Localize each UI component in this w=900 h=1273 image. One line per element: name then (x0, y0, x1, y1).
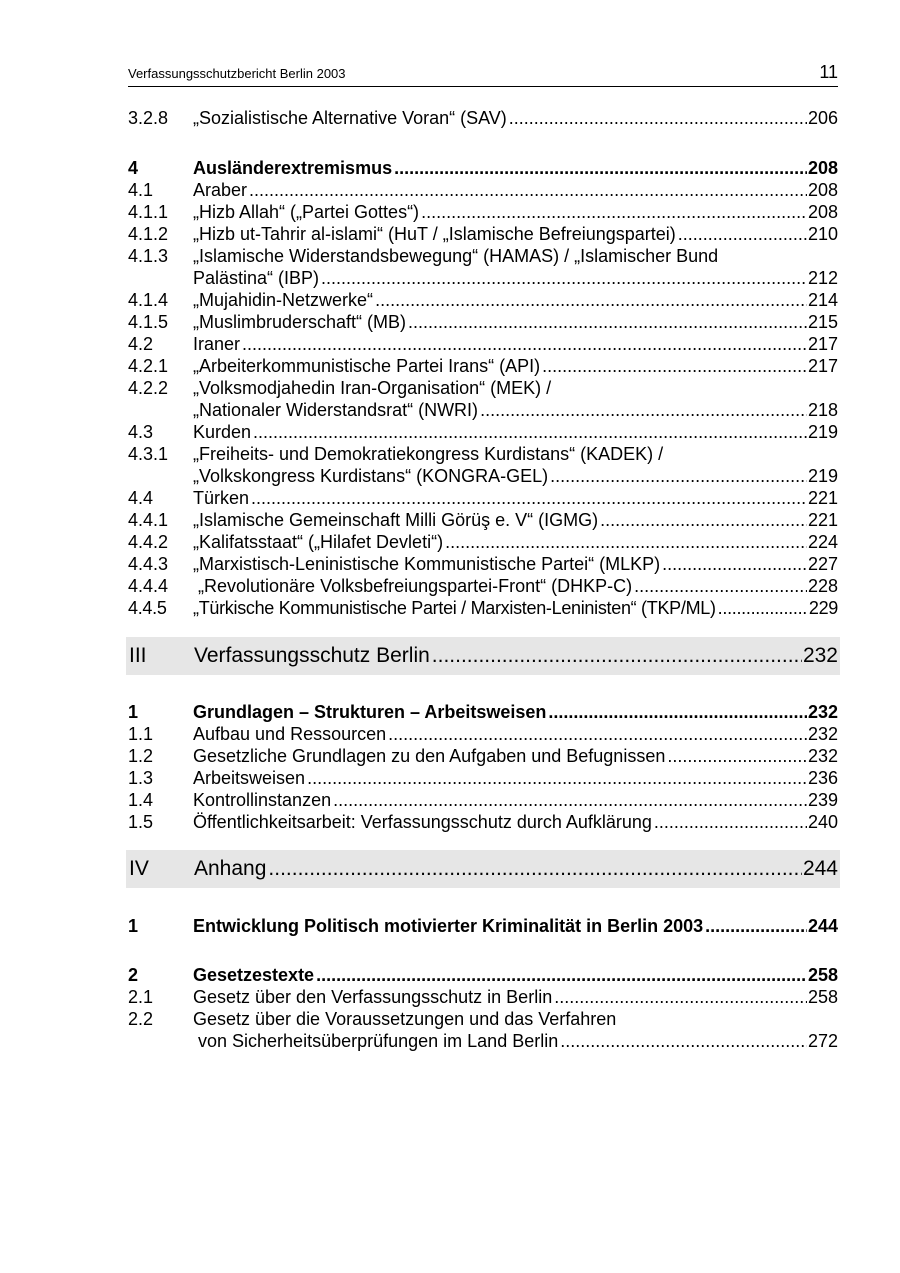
entry-number: 1.4 (128, 790, 154, 810)
toc-entry (128, 575, 838, 597)
entry-title: „Kalifatsstaat“ („Hilafet Devleti“) (193, 532, 444, 552)
chapter-title: Verfassungsschutz Berlin (194, 644, 430, 667)
entry-page: 240 (807, 812, 838, 832)
toc-entry (128, 915, 838, 937)
entry-title: „Volksmodjahedin Iran-Organisation“ (MEK) / (193, 378, 552, 398)
entry-title: Gesetz über den Verfassungsschutz in Berlin (193, 987, 553, 1007)
entry-title: „Freiheits- und Demokratiekongress Kurdistans“ (KADEK) / (193, 444, 664, 464)
entry-page: 221 (807, 488, 838, 508)
entry-title: Gesetzestexte (193, 965, 315, 985)
toc-entry (128, 223, 838, 245)
entry-number: 4.3 (128, 422, 154, 442)
entry-title: Kurden (193, 422, 252, 442)
entry-title: „Hizb ut-Tahrir al-islami“ (HuT / „Islamische Befreiungspartei) (193, 224, 676, 244)
entry-number: 4 (128, 158, 139, 178)
entry-number: 1.2 (128, 746, 154, 766)
toc-entry (128, 767, 838, 789)
chapter-number: III (129, 644, 147, 667)
toc-entry (128, 443, 838, 465)
page-header (128, 58, 838, 87)
toc-entry (128, 289, 838, 311)
entry-number: 4.1.4 (128, 290, 169, 310)
toc-entry (128, 311, 838, 333)
entry-page: 208 (807, 158, 838, 178)
entry-number: 1 (128, 702, 139, 722)
entry-title: „Hizb Allah“ („Partei Gottes“) (193, 202, 420, 222)
toc-entry (128, 201, 838, 223)
entry-title: Aufbau und Ressourcen (193, 724, 387, 744)
entry-number: 1.3 (128, 768, 154, 788)
entry-page: 217 (807, 356, 838, 376)
toc-entry-continuation (128, 399, 838, 421)
toc-entry (128, 333, 838, 355)
entry-page: 232 (807, 702, 838, 722)
toc-entry (128, 553, 838, 575)
toc-entry (128, 107, 838, 129)
entry-title: Ausländerextremismus (193, 158, 393, 178)
toc-entry (128, 377, 838, 399)
entry-page: 232 (807, 746, 838, 766)
entry-title: „Türkische Kommunistische Partei / Marxisten-Leninisten“ (TKP/ML) (193, 598, 716, 618)
entry-title: Gesetz über die Voraussetzungen und das Verfahren (193, 1009, 617, 1029)
entry-page: 218 (807, 400, 838, 420)
entry-title: „Mujahidin-Netzwerke“ (193, 290, 374, 310)
entry-title: „Revolutionäre Volksbefreiungspartei-Front“ (DHKP-C) (193, 576, 633, 596)
entry-page: 215 (807, 312, 838, 332)
toc-entry (128, 157, 838, 179)
entry-number: 1 (128, 916, 139, 936)
entry-title: Arbeitsweisen (193, 768, 306, 788)
entry-number: 4.4.3 (128, 554, 169, 574)
toc-entry-continuation (128, 465, 838, 487)
entry-number: 4.1 (128, 180, 154, 200)
toc-entry (128, 509, 838, 531)
entry-title: „Islamische Gemeinschaft Milli Görüş e. V“ (IGMG) (193, 510, 599, 530)
chapter-band-iv (126, 850, 840, 888)
chapter-page: 244 (802, 857, 838, 880)
entry-title: „Islamische Widerstandsbewegung“ (HAMAS) / „Islamischer Bund (193, 246, 719, 266)
entry-number: 4.2.2 (128, 378, 169, 398)
entry-number: 4.2.1 (128, 356, 169, 376)
entry-title-line2: von Sicherheitsüberprüfungen im Land Berlin (193, 1031, 559, 1051)
entry-title: Öffentlichkeitsarbeit: Verfassungsschutz durch Aufklärung (193, 812, 652, 832)
entry-page: 236 (807, 768, 838, 788)
entry-title: „Muslimbruderschaft“ (MB) (193, 312, 407, 332)
toc-entry (128, 964, 838, 986)
toc-entry (128, 986, 838, 1008)
entry-title: Iraner (193, 334, 241, 354)
entry-number: 1.1 (128, 724, 154, 744)
toc-entry (128, 701, 838, 723)
entry-title: Entwicklung Politisch motivierter Kriminalität in Berlin 2003 (193, 916, 704, 936)
header-title: Verfassungsschutzbericht Berlin 2003 (128, 66, 346, 81)
entry-page: 232 (807, 724, 838, 744)
entry-page: 208 (807, 180, 838, 200)
toc-entry-continuation (128, 267, 838, 289)
entry-page: 239 (807, 790, 838, 810)
entry-number: 2.2 (128, 1009, 154, 1029)
entry-number: 4.1.3 (128, 246, 169, 266)
toc-entry (128, 723, 838, 745)
entry-page: 206 (807, 108, 838, 128)
entry-title: Kontrollinstanzen (193, 790, 332, 810)
entry-page: 219 (807, 466, 838, 486)
entry-page: 217 (807, 334, 838, 354)
entry-page: 212 (807, 268, 838, 288)
entry-page: 229 (808, 598, 838, 618)
entry-number: 4.4 (128, 488, 154, 508)
entry-page: 208 (807, 202, 838, 222)
entry-number: 4.1.5 (128, 312, 169, 332)
entry-page: 244 (807, 916, 838, 936)
entry-number: 4.4.5 (128, 598, 167, 618)
entry-number: 4.4.1 (128, 510, 169, 530)
entry-title-line2: „Nationaler Widerstandsrat“ (NWRI) (193, 400, 479, 420)
toc-entry (128, 597, 838, 619)
toc-entry (128, 745, 838, 767)
entry-page: 210 (807, 224, 838, 244)
entry-number: 4.2 (128, 334, 154, 354)
entry-title: Araber (193, 180, 248, 200)
entry-page: 221 (807, 510, 838, 530)
entry-number: 4.1.1 (128, 202, 169, 222)
entry-title: „Arbeiterkommunistische Partei Irans“ (API) (193, 356, 541, 376)
entry-page: 258 (807, 987, 838, 1007)
entry-title: Türken (193, 488, 250, 508)
chapter-band-iii (126, 637, 840, 675)
toc-entry (128, 245, 838, 267)
entry-page: 224 (807, 532, 838, 552)
entry-number: 4.1.2 (128, 224, 169, 244)
toc-entry (128, 531, 838, 553)
toc-entry (128, 811, 838, 833)
toc-entry (128, 421, 838, 443)
entry-page: 228 (807, 576, 838, 596)
toc-entry (128, 355, 838, 377)
entry-title: Grundlagen – Strukturen – Arbeitsweisen (193, 702, 547, 722)
entry-number: 4.4.2 (128, 532, 169, 552)
entry-page: 214 (807, 290, 838, 310)
entry-number: 2.1 (128, 987, 154, 1007)
toc-entry-continuation (128, 1030, 838, 1052)
entry-number: 2 (128, 965, 139, 985)
entry-number: 3.2.8 (128, 108, 169, 128)
page-number: 11 (819, 62, 838, 82)
entry-title: „Sozialistische Alternative Voran“ (SAV) (193, 108, 507, 128)
entry-title: Gesetzliche Grundlagen zu den Aufgaben und Befugnissen (193, 746, 666, 766)
toc-entry (128, 789, 838, 811)
entry-page: 272 (807, 1031, 838, 1051)
entry-title-line2: „Volkskongress Kurdistans“ (KONGRA-GEL) (193, 466, 549, 486)
entry-page: 219 (807, 422, 838, 442)
entry-number: 4.3.1 (128, 444, 169, 464)
entry-page: 258 (807, 965, 838, 985)
entry-number: 1.5 (128, 812, 154, 832)
chapter-number: IV (129, 857, 149, 880)
toc-entry (128, 487, 838, 509)
toc-entry (128, 1008, 838, 1030)
entry-title: „Marxistisch-Leninistische Kommunistische Partei“ (MLKP) (193, 554, 661, 574)
entry-title-line2: Palästina“ (IBP) (193, 268, 320, 288)
entry-page: 227 (807, 554, 838, 574)
chapter-page: 232 (802, 644, 838, 667)
toc-entry (128, 179, 838, 201)
entry-number: 4.4.4 (128, 576, 169, 596)
chapter-title: Anhang (194, 857, 267, 880)
